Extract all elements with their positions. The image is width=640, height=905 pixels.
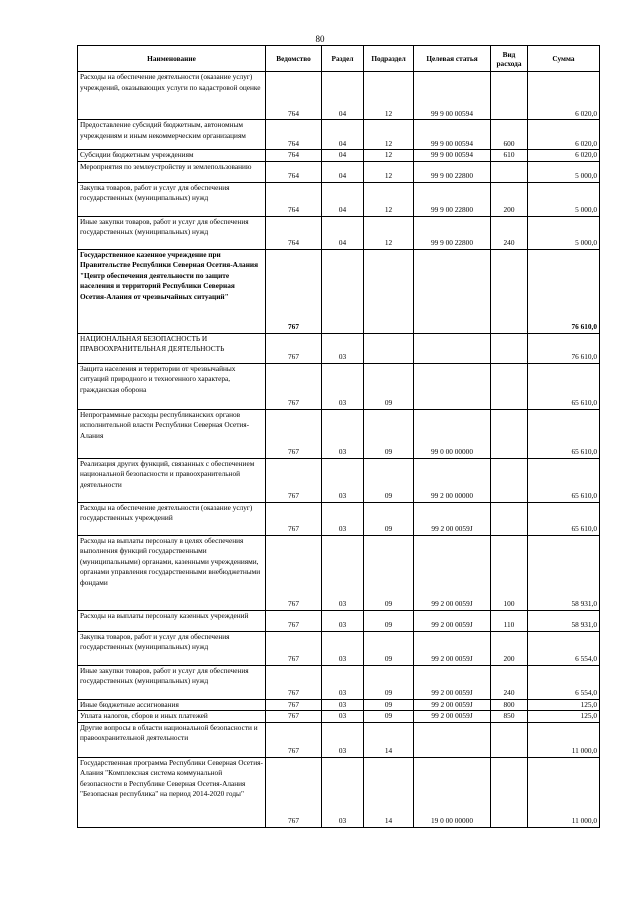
cell-exptype: 850 (491, 711, 528, 723)
cell-dept: 764 (266, 72, 322, 120)
cell-subsection (364, 333, 414, 363)
cell-name: Реализация других функций, связанных с обеспечением национальной безопасности и правоохранительной деятельности (78, 458, 266, 502)
cell-exptype: 100 (491, 535, 528, 610)
cell-target (414, 363, 491, 409)
table-row (78, 535, 600, 610)
cell-subsection: 09 (364, 458, 414, 502)
cell-name: Государственная программа Республики Северная Осетия-Алания "Комплексная система коммунальной безопасности в Республике Северная Осетия-Алания "Безопасная республика" на период 2014-2020 годы" (78, 757, 266, 827)
cell-sum: 125,0 (528, 711, 600, 723)
cell-name: Защита населения и территории от чрезвычайных ситуаций природного и техногенного характера, гражданская оборона (78, 363, 266, 409)
cell-subsection: 09 (364, 363, 414, 409)
cell-subsection (364, 249, 414, 333)
cell-target (414, 333, 491, 363)
cell-target: 99 2 00 0059J (414, 610, 491, 631)
table-row (78, 120, 600, 150)
table-row (78, 182, 600, 216)
cell-section: 03 (322, 711, 364, 723)
cell-exptype: 240 (491, 216, 528, 249)
cell-name: Иные закупки товаров, работ и услуг для обеспечения государственных (муниципальных) нужд (78, 216, 266, 249)
table-row (78, 458, 600, 502)
cell-subsection: 09 (364, 665, 414, 699)
cell-sum: 65 610,0 (528, 458, 600, 502)
cell-exptype (491, 333, 528, 363)
header-section: Раздел (322, 46, 364, 72)
header-name: Наименование (78, 46, 266, 72)
table-row (78, 610, 600, 631)
table-row (78, 333, 600, 363)
cell-dept: 767 (266, 333, 322, 363)
cell-subsection: 09 (364, 535, 414, 610)
cell-section (322, 249, 364, 333)
cell-name: Другие вопросы в области национальной безопасности и правоохранительной деятельности (78, 722, 266, 757)
cell-dept: 767 (266, 610, 322, 631)
cell-subsection: 12 (364, 182, 414, 216)
cell-section: 03 (322, 631, 364, 665)
cell-exptype: 610 (491, 150, 528, 162)
cell-dept: 767 (266, 458, 322, 502)
cell-name: Предоставление субсидий бюджетным, автономным учреждениям и иным некоммерческим организациям (78, 120, 266, 150)
cell-name: Расходы на обеспечение деятельности (оказание услуг) учреждений, оказывающих услуги по кадастровой оценке (78, 72, 266, 120)
cell-sum: 76 610,0 (528, 249, 600, 333)
cell-target: 99 2 00 0059J (414, 535, 491, 610)
cell-subsection: 14 (364, 722, 414, 757)
cell-subsection: 12 (364, 150, 414, 162)
cell-subsection: 09 (364, 409, 414, 458)
cell-dept: 767 (266, 631, 322, 665)
cell-subsection: 09 (364, 610, 414, 631)
cell-section: 04 (322, 216, 364, 249)
cell-name: Расходы на выплаты персоналу казенных учреждений (78, 610, 266, 631)
cell-name: Мероприятия по землеустройству и землепользованию (78, 161, 266, 182)
cell-subsection: 09 (364, 631, 414, 665)
cell-section: 03 (322, 409, 364, 458)
cell-sum: 6 020,0 (528, 150, 600, 162)
cell-target: 99 9 00 00594 (414, 72, 491, 120)
cell-subsection: 12 (364, 161, 414, 182)
cell-name: Расходы на выплаты персоналу в целях обеспечения выполнения функций государственными (муниципальными) органами, казенными учреждениями, органами управления государственными внебюджетными фондами (78, 535, 266, 610)
table-row (78, 502, 600, 535)
header-sum: Сумма (528, 46, 600, 72)
cell-dept: 767 (266, 363, 322, 409)
cell-section: 03 (322, 665, 364, 699)
cell-target (414, 722, 491, 757)
budget-table (77, 45, 600, 828)
table-row (78, 711, 600, 723)
cell-sum: 6 554,0 (528, 665, 600, 699)
cell-sum: 58 931,0 (528, 535, 600, 610)
table-row (78, 363, 600, 409)
cell-section: 03 (322, 699, 364, 711)
cell-dept: 767 (266, 502, 322, 535)
cell-section: 04 (322, 72, 364, 120)
cell-section: 03 (322, 722, 364, 757)
cell-target: 99 9 00 22800 (414, 182, 491, 216)
cell-subsection: 12 (364, 216, 414, 249)
header-target: Целевая статья (414, 46, 491, 72)
cell-section: 03 (322, 333, 364, 363)
table-row (78, 72, 600, 120)
cell-name: Иные закупки товаров, работ и услуг для обеспечения государственных (муниципальных) нужд (78, 665, 266, 699)
table-row (78, 699, 600, 711)
cell-name: Расходы на обеспечение деятельности (оказание услуг) государственных учреждений (78, 502, 266, 535)
cell-dept: 767 (266, 665, 322, 699)
cell-dept: 767 (266, 757, 322, 827)
cell-target: 99 2 00 0059J (414, 502, 491, 535)
table-row (78, 249, 600, 333)
cell-sum: 125,0 (528, 699, 600, 711)
cell-section: 03 (322, 458, 364, 502)
cell-dept: 764 (266, 216, 322, 249)
cell-name: Закупка товаров, работ и услуг для обеспечения государственных (муниципальных) нужд (78, 631, 266, 665)
cell-section: 04 (322, 182, 364, 216)
table-row (78, 409, 600, 458)
cell-subsection: 09 (364, 699, 414, 711)
cell-name: НАЦИОНАЛЬНАЯ БЕЗОПАСНОСТЬ И ПРАВООХРАНИТЕЛЬНАЯ ДЕЯТЕЛЬНОСТЬ (78, 333, 266, 363)
cell-section: 03 (322, 363, 364, 409)
cell-target: 19 0 00 00000 (414, 757, 491, 827)
cell-sum: 65 610,0 (528, 502, 600, 535)
cell-section: 03 (322, 535, 364, 610)
cell-dept: 767 (266, 699, 322, 711)
cell-exptype (491, 502, 528, 535)
table-row (78, 150, 600, 162)
cell-sum: 6 020,0 (528, 72, 600, 120)
cell-target: 99 2 00 0059J (414, 665, 491, 699)
cell-target: 99 2 00 0059J (414, 711, 491, 723)
header-dept: Ведомство (266, 46, 322, 72)
cell-subsection: 12 (364, 72, 414, 120)
cell-subsection: 12 (364, 120, 414, 150)
cell-exptype (491, 722, 528, 757)
cell-section: 03 (322, 502, 364, 535)
cell-exptype: 800 (491, 699, 528, 711)
cell-exptype (491, 72, 528, 120)
cell-name: Субсидии бюджетным учреждениям (78, 150, 266, 162)
cell-exptype: 600 (491, 120, 528, 150)
cell-dept: 764 (266, 150, 322, 162)
cell-section: 03 (322, 610, 364, 631)
cell-sum: 11 000,0 (528, 757, 600, 827)
cell-exptype (491, 458, 528, 502)
cell-exptype (491, 161, 528, 182)
cell-section: 04 (322, 150, 364, 162)
cell-sum: 11 000,0 (528, 722, 600, 757)
table-row (78, 161, 600, 182)
cell-exptype: 200 (491, 182, 528, 216)
cell-subsection: 09 (364, 502, 414, 535)
cell-dept: 767 (266, 409, 322, 458)
cell-exptype: 200 (491, 631, 528, 665)
header-subsection: Подраздел (364, 46, 414, 72)
cell-sum: 6 554,0 (528, 631, 600, 665)
table-row (78, 722, 600, 757)
cell-subsection: 14 (364, 757, 414, 827)
table-row (78, 665, 600, 699)
cell-target: 99 9 00 00594 (414, 150, 491, 162)
cell-sum: 5 000,0 (528, 216, 600, 249)
cell-section: 04 (322, 120, 364, 150)
cell-dept: 764 (266, 120, 322, 150)
cell-sum: 65 610,0 (528, 363, 600, 409)
cell-exptype: 110 (491, 610, 528, 631)
cell-dept: 767 (266, 249, 322, 333)
table-row (78, 631, 600, 665)
cell-name: Уплата налогов, сборов и иных платежей (78, 711, 266, 723)
cell-name: Иные бюджетные ассигнования (78, 699, 266, 711)
page-number: 80 (315, 34, 325, 44)
cell-sum: 6 020,0 (528, 120, 600, 150)
cell-sum: 58 931,0 (528, 610, 600, 631)
cell-sum: 5 000,0 (528, 161, 600, 182)
table-row (78, 757, 600, 827)
cell-dept: 764 (266, 161, 322, 182)
cell-exptype (491, 409, 528, 458)
header-exptype: Вид расхода (491, 46, 528, 72)
table-row (78, 216, 600, 249)
cell-target: 99 9 00 22800 (414, 161, 491, 182)
cell-section: 04 (322, 161, 364, 182)
cell-name: Непрограммные расходы республиканских органов исполнительной власти Республики Северная Осетия-Алания (78, 409, 266, 458)
cell-sum: 76 610,0 (528, 333, 600, 363)
cell-target: 99 9 00 22800 (414, 216, 491, 249)
cell-sum: 5 000,0 (528, 182, 600, 216)
cell-exptype (491, 249, 528, 333)
cell-name: Закупка товаров, работ и услуг для обеспечения государственных (муниципальных) нужд (78, 182, 266, 216)
cell-sum: 65 610,0 (528, 409, 600, 458)
cell-dept: 764 (266, 182, 322, 216)
cell-exptype (491, 757, 528, 827)
cell-target: 99 2 00 00000 (414, 458, 491, 502)
cell-target: 99 9 00 00594 (414, 120, 491, 150)
cell-target: 99 2 00 0059J (414, 699, 491, 711)
table-body (78, 72, 600, 828)
cell-subsection: 09 (364, 711, 414, 723)
cell-section: 03 (322, 757, 364, 827)
cell-exptype (491, 363, 528, 409)
cell-target (414, 249, 491, 333)
table-header-row (78, 46, 600, 72)
cell-exptype: 240 (491, 665, 528, 699)
cell-dept: 767 (266, 535, 322, 610)
cell-target: 99 2 00 0059J (414, 631, 491, 665)
cell-name: Государственное казенное учреждение при Правительстве Республики Северная Осетия-Алания "Центр обеспечения деятельности по защите населения и территорий Республики Северная Осетия-Алания от чрезвычайных ситуаций" (78, 249, 266, 333)
cell-dept: 767 (266, 711, 322, 723)
cell-target: 99 0 00 00000 (414, 409, 491, 458)
cell-dept: 767 (266, 722, 322, 757)
